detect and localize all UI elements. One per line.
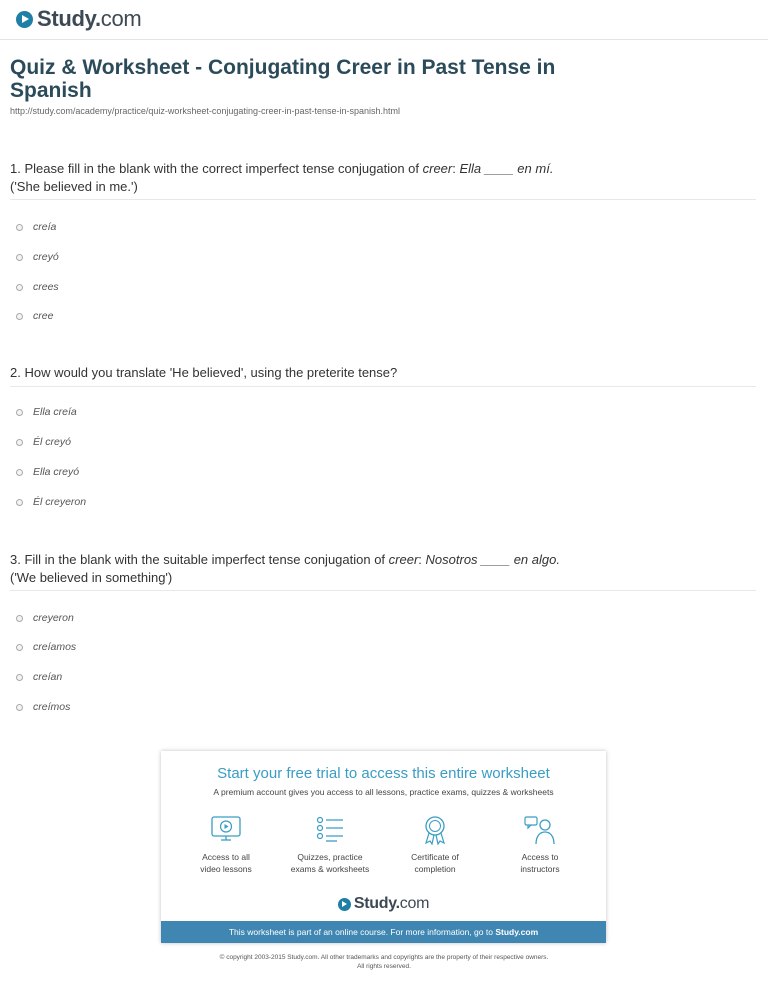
answer-option[interactable]: creían — [16, 671, 62, 683]
radio-icon[interactable] — [16, 224, 23, 231]
radio-icon[interactable] — [16, 313, 23, 320]
feature-instructors: Access to instructors — [495, 815, 585, 875]
question-divider — [10, 199, 756, 200]
header-divider — [0, 39, 768, 40]
answer-option[interactable]: Ella creía — [16, 406, 77, 418]
radio-icon[interactable] — [16, 254, 23, 261]
answer-option[interactable]: creyeron — [16, 612, 74, 624]
feature-video-lessons: Access to all video lessons — [181, 815, 271, 875]
promo-footer-bar: This worksheet is part of an online course. For more information, go to Study.com — [161, 921, 606, 943]
answer-option[interactable]: Él creyeron — [16, 496, 86, 508]
question-3: 3. Fill in the blank with the suitable imperfect tense conjugation of creer: Nosotros ____ en algo. ('We believed in something') — [10, 552, 560, 585]
answer-option[interactable]: cree — [16, 310, 53, 322]
page-title: Quiz & Worksheet - Conjugating Creer in Past Tense in Spanish — [10, 56, 556, 102]
answer-option[interactable]: creyó — [16, 251, 59, 263]
radio-icon[interactable] — [16, 674, 23, 681]
certificate-icon — [418, 815, 452, 845]
play-logo-icon — [338, 898, 351, 911]
feature-certificate: Certificate of completion — [390, 815, 480, 875]
radio-icon[interactable] — [16, 284, 23, 291]
radio-icon[interactable] — [16, 644, 23, 651]
promo-subline: A premium account gives you access to all lessons, practice exams, quizzes & worksheets — [213, 787, 554, 797]
radio-icon[interactable] — [16, 499, 23, 506]
answer-option[interactable]: creímos — [16, 701, 70, 713]
promo-headline[interactable]: Start your free trial to access this entire worksheet — [217, 765, 550, 782]
feature-quizzes: Quizzes, practice exams & worksheets — [285, 815, 375, 875]
answer-option[interactable]: Ella creyó — [16, 466, 79, 478]
question-2: 2. How would you translate 'He believed', using the preterite tense? — [10, 365, 398, 380]
instructor-icon — [523, 815, 557, 845]
question-1: 1. Please fill in the blank with the correct imperfect tense conjugation of creer: Ella ____ en mí. ('She believed in me.') — [10, 161, 554, 194]
video-lesson-icon — [209, 815, 243, 845]
logo-text: Study.com — [37, 6, 142, 31]
study-logo[interactable] — [16, 6, 141, 32]
radio-icon[interactable] — [16, 615, 23, 622]
promo-study-logo[interactable]: Study.com — [161, 895, 606, 913]
question-divider — [10, 590, 756, 591]
answer-option[interactable]: crees — [16, 281, 59, 293]
premium-promo-box — [161, 751, 606, 943]
radio-icon[interactable] — [16, 439, 23, 446]
copyright: © copyright 2003-2015 Study.com. All other trademarks and copyrights are the property of their respective owners. All rights reserved. — [219, 954, 549, 970]
checklist-icon — [313, 815, 347, 845]
answer-option[interactable]: creía — [16, 221, 56, 233]
radio-icon[interactable] — [16, 704, 23, 711]
answer-option[interactable]: creíamos — [16, 641, 76, 653]
radio-icon[interactable] — [16, 409, 23, 416]
study-link[interactable]: Study.com — [495, 927, 539, 937]
page-url: http://study.com/academy/practice/quiz-worksheet-conjugating-creer-in-past-tense-in-spanish.html — [10, 106, 401, 116]
answer-option[interactable]: Él creyó — [16, 436, 71, 448]
question-divider — [10, 386, 756, 387]
play-logo-icon — [16, 11, 33, 28]
radio-icon[interactable] — [16, 469, 23, 476]
